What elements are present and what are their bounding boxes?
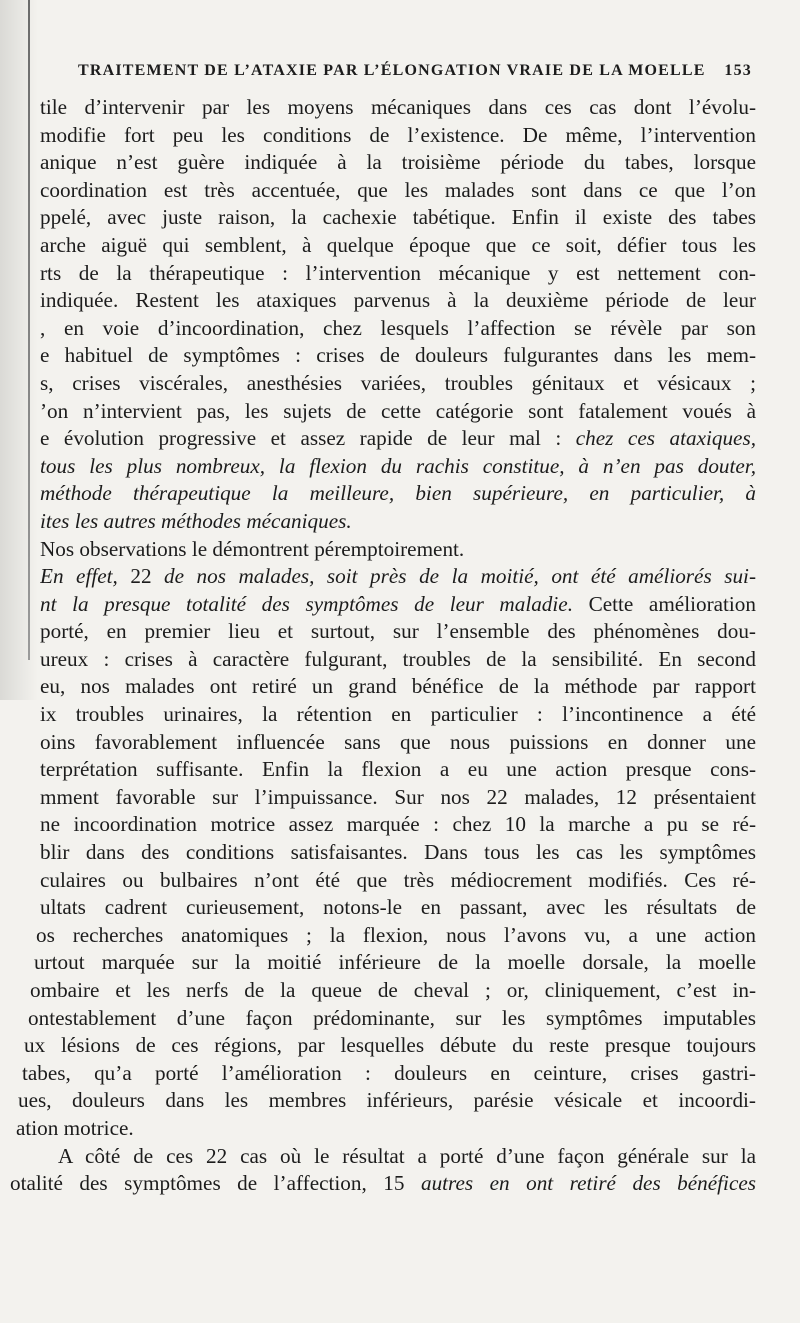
text-line [40,508,756,536]
text-line [34,949,756,977]
running-title: TRAITEMENT DE L’ATAXIE PAR L’ÉLONGATION VRAIE DE LA MOELLE [78,62,706,79]
text-line [40,453,756,481]
text-segment: terprétation suffisante. Enfin la flexion a eu une action presque cons- [40,757,756,782]
text-segment: ppelé, avec juste raison, la cachexie tabétique. Enfin il existe des tabes [40,205,756,230]
text-line [22,1060,756,1088]
text-line [40,729,756,757]
text-segment: ’on n’intervient pas, les sujets de cette catégorie sont fatalement voués à [40,398,756,423]
text-line [30,977,756,1005]
text-segment: e évolution progressive et assez rapide de leur mal : [40,426,576,451]
text-segment: ne incoordination motrice assez marquée : chez 10 la marche a pu se ré- [40,812,756,837]
text-line [24,1032,756,1060]
text-line [40,260,756,288]
italic-text-segment: tous les plus nombreux, la flexion du rachis constitue, à n’en pas douter, [40,453,756,478]
text-line [40,784,756,812]
text-line [40,811,756,839]
text-line [40,315,756,343]
text-segment: ix troubles urinaires, la rétention en particulier : l’incontinence a été [40,702,756,727]
text-line [40,94,756,122]
text-segment: ureux : crises à caractère fulgurant, troubles de la sensibilité. En second [40,646,756,671]
text-segment: porté, en premier lieu et surtout, sur l’ensemble des phénomènes dou- [40,619,756,644]
text-line [40,536,756,564]
text-line [40,232,756,260]
text-segment: , en voie d’incoordination, chez lesquels l’affection se révèle par son [40,315,756,340]
text-segment: rts de la thérapeutique : l’intervention mécanique y est nettement con- [40,260,756,285]
text-segment: ontestablement d’une façon prédominante, sur les symptômes imputables [28,1005,756,1030]
text-line [40,342,756,370]
italic-text-segment: méthode thérapeutique la meilleure, bien supérieure, en particulier, à [40,481,756,506]
italic-text-segment: chez ces ataxiques, [575,426,756,451]
text-segment: tabes, qu’a porté l’amélioration : douleurs en ceinture, crises gastri- [22,1060,756,1085]
text-line [40,204,756,232]
text-segment: eu, nos malades ont retiré un grand bénéfice de la méthode par rapport [40,674,756,699]
text-segment: ux lésions de ces régions, par lesquelles débute du reste presque toujours [24,1033,756,1058]
text-segment: anique n’est guère indiquée à la troisième période du tabes, lorsque [40,150,756,175]
text-segment: arche aiguë qui semblent, à quelque époque que ce soit, défier tous les [40,232,756,257]
text-line [40,563,756,591]
text-line [40,646,756,674]
body-text [0,94,800,1198]
text-segment: 22 [130,564,152,589]
italic-text-segment: ites les autres méthodes mécaniques. [40,508,352,533]
text-segment: Nos observations le démontrent péremptoirement. [40,536,465,561]
text-segment: indiquée. Restent les ataxiques parvenus à la deuxième période de leur [40,288,756,313]
text-segment: ultats cadrent curieusement, notons-le en passant, avec les résultats de [40,895,756,920]
text-line [36,922,756,950]
text-line [40,673,756,701]
text-line [40,177,756,205]
text-line [40,839,756,867]
text-segment: modifie fort peu les conditions de l’existence. De même, l’intervention [40,122,756,147]
text-line [28,1005,756,1033]
italic-text-segment: de nos malades, soit près de la moitié, ont été améliorés sui- [151,564,756,589]
text-segment: ation motrice. [16,1115,134,1140]
text-line [40,867,756,895]
text-line [58,1143,756,1171]
text-segment: coordination est très accentuée, que les malades sont dans ce que l’on [40,177,756,202]
text-segment: tile d’intervenir par les moyens mécaniques dans ces cas dont l’évolu- [40,95,756,119]
text-segment: Cette amélioration [573,591,756,616]
italic-text-segment: En effet, [40,564,131,589]
italic-text-segment: nt la presque totalité des symptômes de leur maladie. [40,591,573,616]
italic-text-segment: autres en ont retiré des bénéfices [420,1171,756,1196]
text-line [40,370,756,398]
text-segment: ues, douleurs dans les membres inférieurs, parésie vésicale et incoordi- [18,1088,756,1113]
text-segment: os recherches anatomiques ; la flexion, nous l’avons vu, a une action [36,922,756,947]
running-header [78,62,752,80]
text-line [40,618,756,646]
text-segment: culaires ou bulbaires n’ont été que très médiocrement modifiés. Ces ré- [40,867,756,892]
text-line [10,1170,756,1198]
text-line [40,398,756,426]
page-number: 153 [724,62,752,79]
text-line [40,894,756,922]
text-line [18,1087,756,1115]
text-segment: oins favorablement influencée sans que nous puissions en donner une [40,729,756,754]
text-line [40,591,756,619]
text-segment: urtout marquée sur la moitié inférieure de la moelle dorsale, la moelle [34,950,756,975]
text-line [40,480,756,508]
text-segment: otalité des symptômes de l’affection, 15 [10,1171,421,1196]
text-line [40,122,756,150]
text-segment: blir dans des conditions satisfaisantes. Dans tous les cas les symptômes [40,840,756,865]
text-segment: A côté de ces 22 cas où le résultat a porté d’une façon générale sur la [58,1143,756,1168]
text-line [40,701,756,729]
text-segment: s, crises viscérales, anesthésies variées, troubles génitaux et vésicaux ; [40,370,756,395]
text-line [40,425,756,453]
text-line [40,287,756,315]
text-line [40,756,756,784]
text-line [16,1115,756,1143]
text-segment: e habituel de symptômes : crises de douleurs fulgurantes dans les mem- [40,343,756,368]
text-line [40,149,756,177]
text-segment: ombaire et les nerfs de la queue de cheval ; or, cliniquement, c’est in- [30,978,756,1002]
text-segment: mment favorable sur l’impuissance. Sur nos 22 malades, 12 présentaient [40,784,756,809]
